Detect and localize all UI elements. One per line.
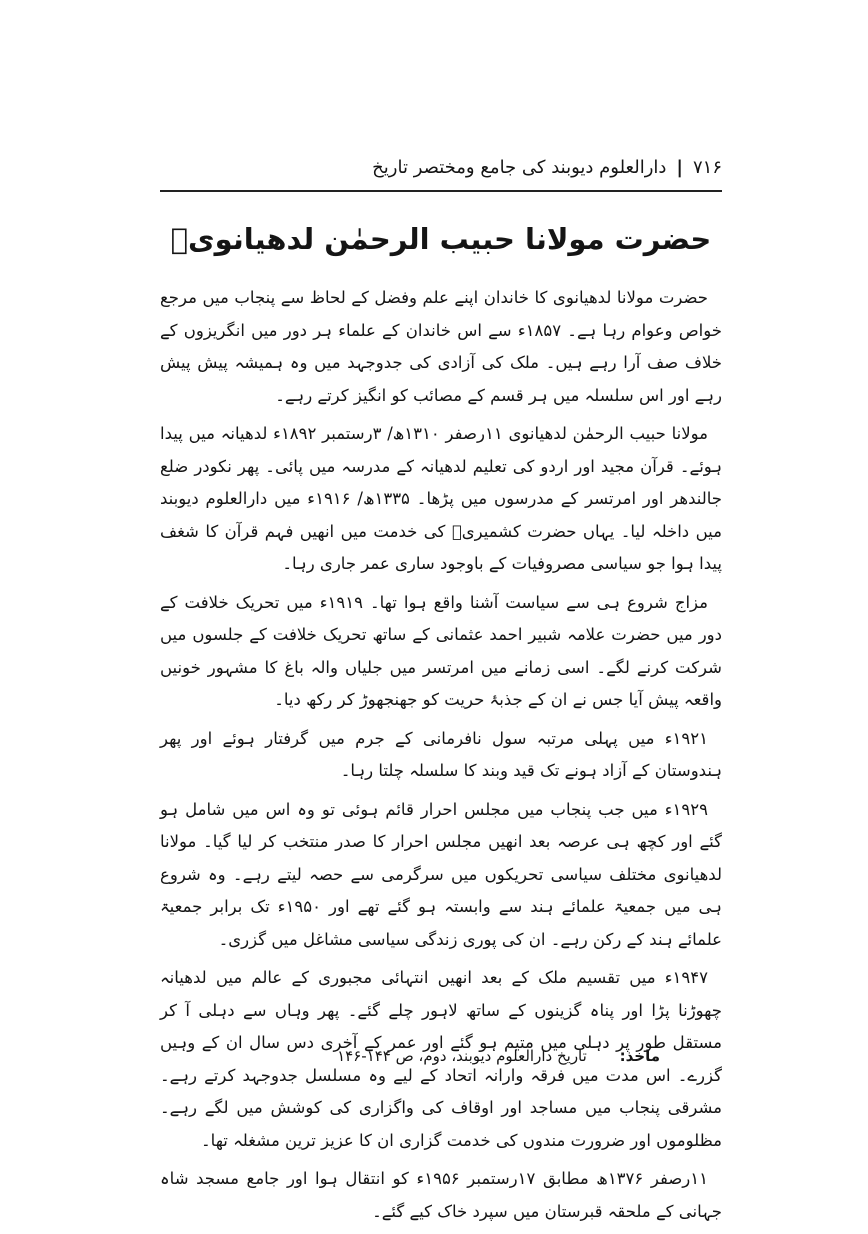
source-citation — [160, 1047, 660, 1065]
article-title: حضرت مولانا حبیب الرحمٰن لدھیانویؒ — [170, 222, 712, 256]
paragraph: ۱۹۴۷ء میں تقسیم ملک کے بعد انھیں انتہائی مجبوری کے عالم میں لدھیانہ چھوڑنا پڑا اور پناہ گزینوں کے ساتھ لاہور چلے گئے۔ پھر وہاں سے دہلی آ کر مستقل طور پر دہلی میں متیم ہو گئے اور عمر کے آخری دس سال ان کے وہیں گزرے۔ اس مدت میں فرقہ وارانہ اتحاد کے لیے وہ مسلسل جدوجہد کرتے رہے۔ مشرقی پنجاب میں مساجد اور اوقاف کی واگزاری کی کوشش میں لگے رہے۔ مظلوموں اور ضرورت مندوں کی خدمت گزاری ان کا عزیز ترین مشغلہ تھا۔ — [160, 968, 722, 1150]
paragraph: ۱۹۲۱ء میں پہلی مرتبہ سول نافرمانی کے جرم میں گرفتار ہوئے اور پھر ہندوستان کے آزاد ہونے تک قید وبند کا سلسلہ چلتا رہا۔ — [160, 728, 722, 780]
paragraph: ۱۹۲۹ء میں جب پنجاب میں مجلس احرار قائم ہوئی تو وہ اس میں شامل ہو گئے اور کچھ ہی عرصہ بعد انھیں مجلس احرار کا صدر منتخب کر لیا گیا۔ مولانا لدھیانوی مختلف سیاسی تحریکوں میں سرگرمی سے حصہ لیتے رہے۔ وہ شروع ہی میں جمعیۃ علمائے ہند سے وابستہ ہو گئے تھے اور ۱۹۵۰ء تک برابر جمعیۃ علمائے ہند کے رکن رہے۔ ان کی پوری زندگی سیاسی مشاغل میں گزری۔ — [160, 799, 722, 949]
paragraph: مزاج شروع ہی سے سیاست آشنا واقع ہوا تھا۔ ۱۹۱۹ء میں تحریک خلافت کے دور میں حضرت علامہ شبیر احمد عثمانی کے ساتھ تحریک خلافت کے جلسوں میں شرکت کرنے لگے۔ اسی زمانے میں امرتسر میں جلیاں والہ باغ کا مشہور خونیں واقعہ پیش آیا جس نے ان کے جذبۂ حریت کو جھنجھوڑ کر رکھ دیا۔ — [160, 592, 722, 709]
article-body — [160, 282, 722, 1234]
book-title: دارالعلوم دیوبند کی جامع ومختصر تاریخ — [372, 156, 667, 178]
source-text: تاریخ دارالعلوم دیوبند، دوم، ص ۱۴۴-۱۴۶ — [337, 1047, 587, 1065]
paragraph: مولانا حبیب الرحمٰن لدھیانوی ۱۱رصفر ۱۳۱۰ھ/ ۳رستمبر ۱۸۹۲ء لدھیانہ میں پیدا ہوئے۔ قرآن مجید اور اردو کی تعلیم لدھیانہ کے مدرسہ میں پائی۔ پھر نکودر ضلع جالندھر اور امرتسر کے مدرسوں میں پڑھا۔ ۱۳۳۵ھ/ ۱۹۱۶ء میں دارالعلوم دیوبند میں داخلہ لیا۔ یہاں حضرت کشمیریؒ کی خدمت میں انھیں فہم قرآن کا شغف پیدا ہوا جو سیاسی مصروفیات کے باوجود ساری عمر جاری رہا۔ — [160, 424, 722, 573]
paragraph: ۱۱رصفر ۱۳۷۶ھ مطابق ۱۷رستمبر ۱۹۵۶ء کو انتقال ہوا اور جامع مسجد شاہ جہانی کے ملحقہ قبرستان میں سپرد خاک کیے گئے۔ — [160, 1169, 722, 1221]
header-separator: | — [676, 156, 683, 178]
running-header — [160, 150, 722, 184]
paragraph: حضرت مولانا لدھیانوی کا خاندان اپنے علم وفضل کے لحاظ سے پنجاب میں مرجع خواص وعوام رہا ہے۔ ۱۸۵۷ء سے اس خاندان کے علماء ہر دور میں انگریزوں کے خلاف صف آرا رہے ہیں۔ ملک کی آزادی کی جدوجہد میں وہ ہمیشہ پیش پیش رہے اور اس سلسلہ میں ہر قسم کے مصائب کو انگیز کرتے رہے۔ — [160, 288, 722, 405]
source-label: ماخذ: — [619, 1047, 660, 1065]
header-rule — [160, 190, 722, 192]
page-number: ۷۱۶ — [692, 156, 722, 178]
